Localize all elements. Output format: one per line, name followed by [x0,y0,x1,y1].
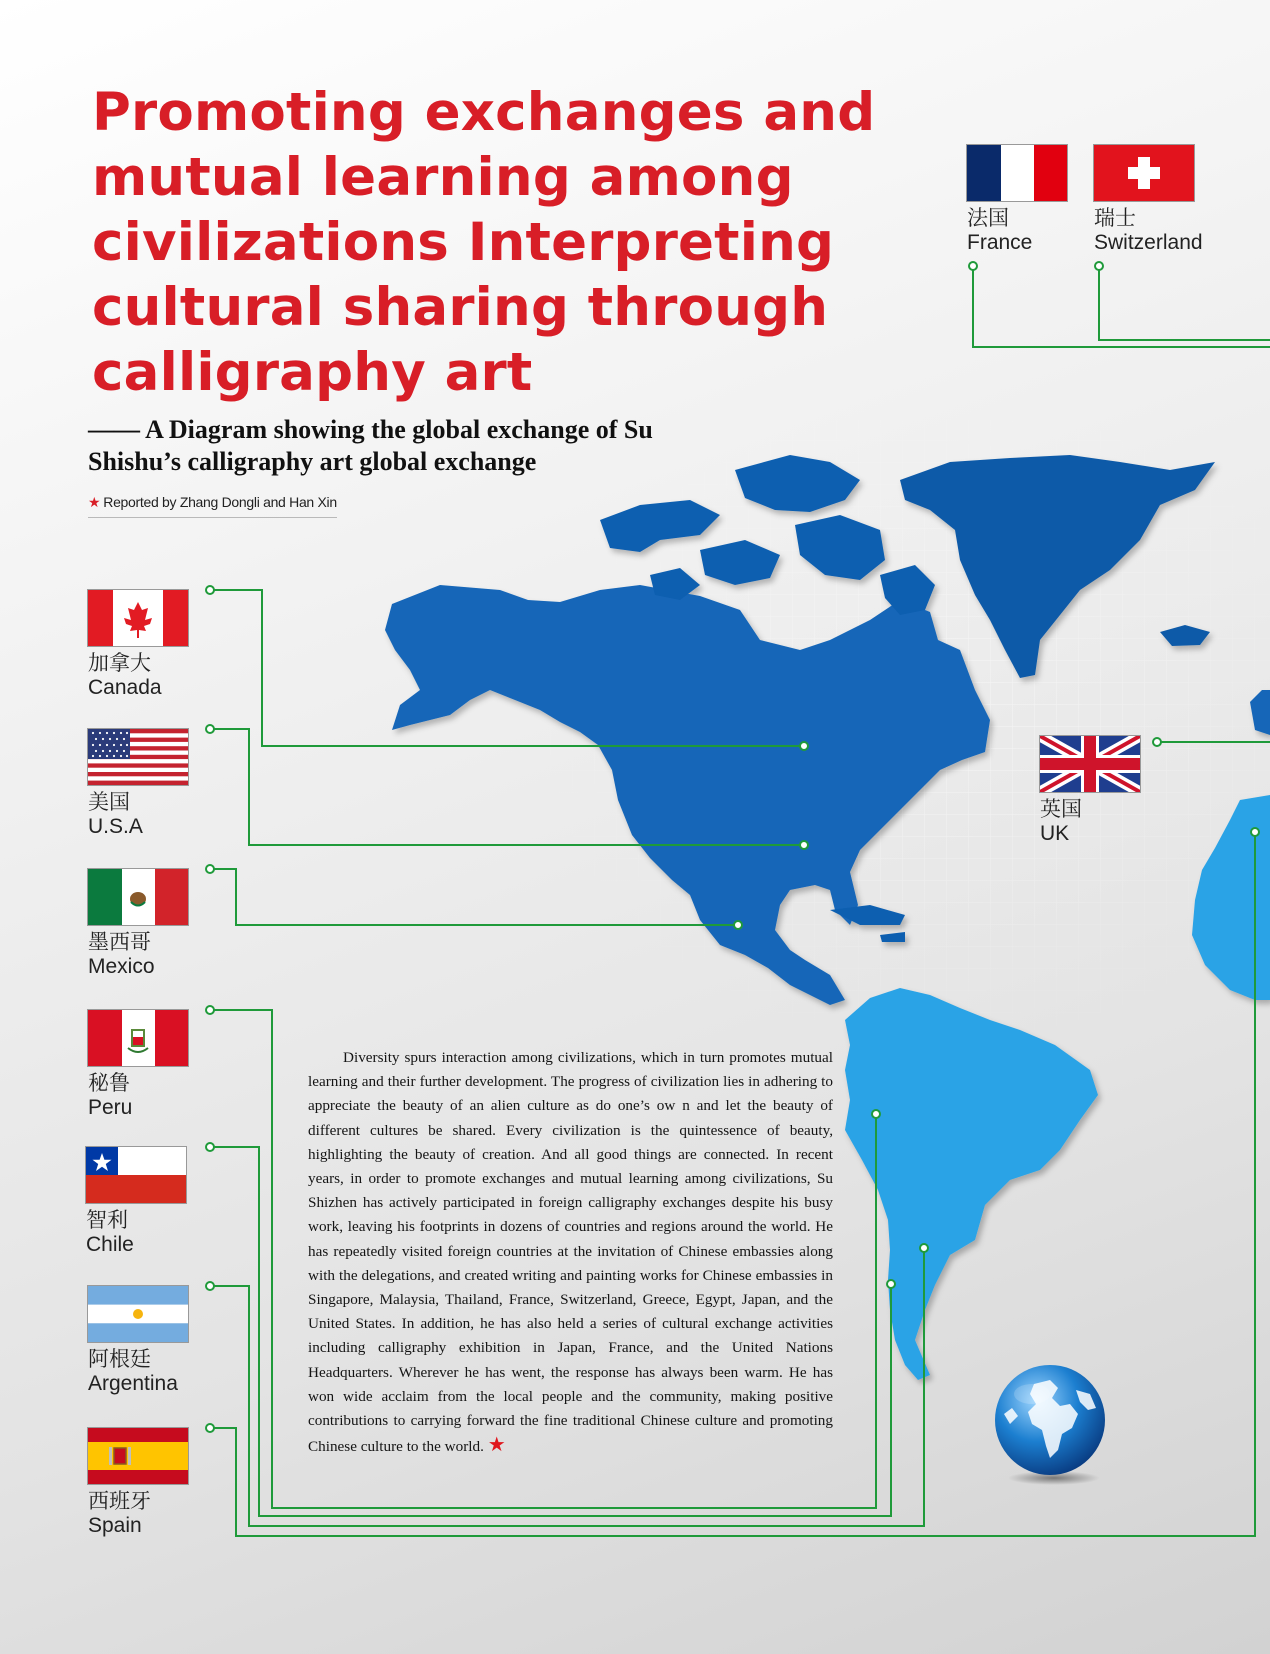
article-body [308,1046,833,1459]
country-chile [86,1147,186,1257]
country-argentina [88,1286,188,1396]
canada-flag-icon [88,590,188,646]
country-label-en: UK [1040,822,1070,845]
reporter-credit [88,494,337,518]
country-peru [88,1010,188,1120]
country-label-cn: 美国 [88,791,130,814]
country-spain [88,1428,188,1538]
spain-flag-icon [88,1428,188,1484]
uk-flag-icon [1040,736,1140,792]
country-label-cn: 西班牙 [88,1490,151,1513]
country-label-en: Canada [88,676,162,699]
country-label-en: Mexico [88,955,155,978]
country-canada [88,590,188,700]
chile-flag-icon [86,1147,186,1203]
country-label-en: Switzerland [1094,231,1203,254]
star-icon: ★ [487,1434,506,1457]
country-label-en: France [967,231,1033,254]
globe-icon [992,1364,1112,1486]
article-text: Diversity spurs interaction among civilizations, which in turn promotes mutual learning and their further development. The progress of civilization lies in adhering to appreciate the beauty of an alien culture as do one’s ow n and let the beauty of different cultures be shared. Every civilization is the quintessence of beauty, highlighting the beauty of creation. And all good things are connected. In recent years, in order to promote exchanges and mutual learning among civilizations, Su Shizhen has actively participated in foreign calligraphy exchanges despite his busy work, leaving his footprints in dozens of countries and regions around the world. He has repeatedly visited foreign countries at the invitation of Chinese embassies along with the delegations, and created writing and painting works for Chinese embassies in Singapore, Malaysia, Thailand, France, Switzerland, Greece, Egypt, Japan, and the United States. In addition, he has also held a series of cultural exchange activities including calligraphy exhibition in Japan, France, and the United Nations Headquarters. Wherever he has went, the response has always been warm. He has won wide acclaim from the local people and the community, making positive contributions to carrying forward the fine traditional Chinese culture and promoting Chinese culture to the world. [308,1049,833,1456]
page-subtitle: —— A Diagram showing the global exchange of Su Shishu’s calligraphy art global exchange [88,415,653,476]
page-title: Promoting exchanges and mutual learning among civilizations Interpreting cultural sharing through calligraphy art [92,82,876,403]
country-label-en: Peru [88,1096,133,1119]
country-label-cn: 秘鲁 [88,1072,130,1095]
country-label-en: Argentina [88,1372,178,1395]
usa-flag-icon [88,729,188,785]
country-label-cn: 阿根廷 [88,1348,151,1371]
country-label-cn: 墨西哥 [88,931,151,954]
country-label-cn: 智利 [86,1209,128,1232]
connector-france [973,266,1270,347]
country-label-cn: 法国 [967,207,1009,230]
country-usa [88,729,188,839]
country-label-cn: 瑞士 [1094,207,1136,230]
switzerland-flag-icon [1094,145,1194,201]
country-label-en: Chile [86,1233,134,1256]
peru-flag-icon [88,1010,188,1066]
country-label-en: Spain [88,1514,142,1537]
country-france [967,145,1067,255]
country-label-en: U.S.A [88,815,143,838]
country-mexico [88,869,188,979]
country-uk [1040,736,1140,846]
reporter-text: Reported by Zhang Dongli and Han Xin [103,494,337,510]
mexico-flag-icon [88,869,188,925]
country-label-cn: 加拿大 [88,652,151,675]
france-flag-icon [967,145,1067,201]
argentina-flag-icon [88,1286,188,1342]
country-switzerland [1094,145,1203,255]
connector-switzerland [1099,266,1270,340]
country-label-cn: 英国 [1040,798,1082,821]
star-icon: ★ [88,494,101,510]
